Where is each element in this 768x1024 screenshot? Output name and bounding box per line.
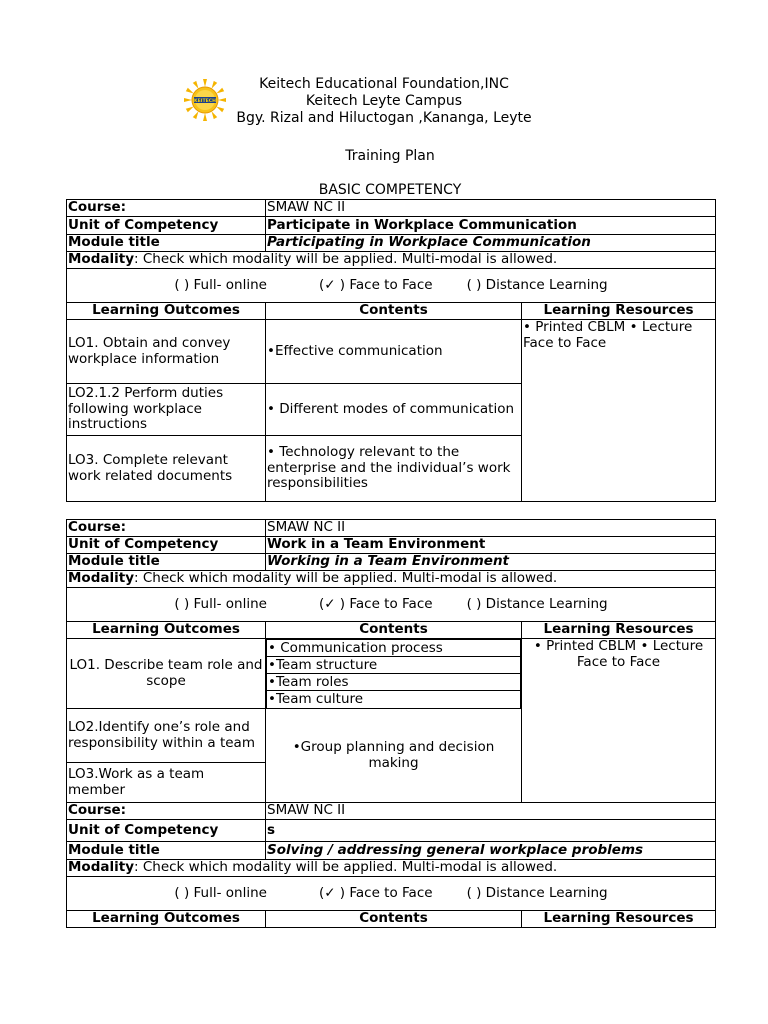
- org-name: Keitech Educational Foundation,INC: [259, 76, 509, 92]
- col-learning-outcomes: Learning Outcomes: [67, 622, 266, 639]
- course-value: SMAW NC II: [266, 200, 716, 217]
- unit-value: Work in a Team Environment: [266, 537, 716, 554]
- module-value: Working in a Team Environment: [266, 554, 716, 571]
- course-value: SMAW NC II: [266, 520, 716, 537]
- learning-outcome: LO3. Complete relevant work related documents: [67, 436, 266, 502]
- training-plan-title: Training Plan: [345, 148, 435, 164]
- module-label: Module title: [67, 842, 266, 860]
- col-contents: Contents: [266, 911, 522, 928]
- course-value: SMAW NC II: [266, 803, 716, 820]
- learning-outcome: LO3.Work as a team member: [67, 763, 266, 803]
- option-distance-learning[interactable]: ( ) Distance Learning: [466, 884, 608, 901]
- option-distance-learning[interactable]: ( ) Distance Learning: [466, 595, 608, 612]
- modality-options: [67, 588, 716, 622]
- content-item: • Technology relevant to the enterprise and the individual’s work responsibilities: [266, 436, 522, 502]
- training-plan-table-1: [66, 199, 716, 502]
- modality-options: [67, 269, 716, 303]
- unit-label: Unit of Competency: [67, 820, 266, 842]
- content-item: •Team roles: [267, 674, 521, 691]
- col-learning-resources: Learning Resources: [522, 303, 716, 320]
- unit-label: Unit of Competency: [67, 217, 266, 235]
- content-item: •Team structure: [267, 657, 521, 674]
- option-face-to-face[interactable]: (✓ ) Face to Face: [318, 595, 433, 612]
- unit-value: s: [266, 820, 716, 842]
- competency-level: BASIC COMPETENCY: [318, 182, 462, 198]
- option-face-to-face[interactable]: (✓ ) Face to Face: [318, 276, 433, 293]
- modality-instruction: Modality: Check which modality will be applied. Multi-modal is allowed.: [67, 252, 716, 269]
- modality-instruction: Modality: Check which modality will be applied. Multi-modal is allowed.: [67, 860, 716, 877]
- unit-label: Unit of Competency: [67, 537, 266, 554]
- modality-instruction: Modality: Check which modality will be applied. Multi-modal is allowed.: [67, 571, 716, 588]
- course-label: Course:: [67, 520, 266, 537]
- module-label: Module title: [67, 235, 266, 252]
- campus-name: Keitech Leyte Campus: [305, 93, 463, 109]
- option-full-online[interactable]: ( ) Full- online: [174, 884, 267, 901]
- option-distance-learning[interactable]: ( ) Distance Learning: [466, 276, 608, 293]
- learning-outcome: LO1. Obtain and convey workplace information: [67, 320, 266, 384]
- learning-outcome: LO2.Identify one’s role and responsibility within a team: [67, 709, 266, 763]
- unit-value: Participate in Workplace Communication: [266, 217, 716, 235]
- option-full-online[interactable]: ( ) Full- online: [174, 276, 267, 293]
- course-label: Course:: [67, 200, 266, 217]
- col-learning-resources: Learning Resources: [522, 911, 716, 928]
- learning-resources: • Printed CBLM • Lecture Face to Face: [522, 639, 716, 803]
- module-value: Participating in Workplace Communication: [266, 235, 716, 252]
- course-label: Course:: [67, 803, 266, 820]
- col-contents: Contents: [266, 303, 522, 320]
- content-item: • Communication process: [267, 640, 521, 657]
- option-face-to-face[interactable]: (✓ ) Face to Face: [318, 884, 433, 901]
- col-learning-outcomes: Learning Outcomes: [67, 911, 266, 928]
- module-value: Solving / addressing general workplace problems: [266, 842, 716, 860]
- learning-outcome: LO2.1.2 Perform duties following workplace instructions: [67, 384, 266, 436]
- document-header: [0, 76, 768, 127]
- content-list: [266, 639, 522, 709]
- modality-options: [67, 877, 716, 911]
- content-item: •Team culture: [267, 691, 521, 708]
- col-learning-outcomes: Learning Outcomes: [67, 303, 266, 320]
- module-label: Module title: [67, 554, 266, 571]
- content-item: •Effective communication: [266, 320, 522, 384]
- content-item: • Different modes of communication: [266, 384, 522, 436]
- option-full-online[interactable]: ( ) Full- online: [174, 595, 267, 612]
- col-learning-resources: Learning Resources: [522, 622, 716, 639]
- learning-outcome: LO1. Describe team role and scope: [67, 639, 266, 709]
- col-contents: Contents: [266, 622, 522, 639]
- campus-address: Bgy. Rizal and Hiluctogan ,Kananga, Leyte: [236, 110, 532, 126]
- training-plan-table-2: [66, 519, 716, 928]
- svg-text:KEITECH: KEITECH: [194, 99, 216, 104]
- content-item: •Group planning and decision making: [266, 709, 522, 803]
- learning-resources: • Printed CBLM • Lecture Face to Face: [522, 320, 716, 502]
